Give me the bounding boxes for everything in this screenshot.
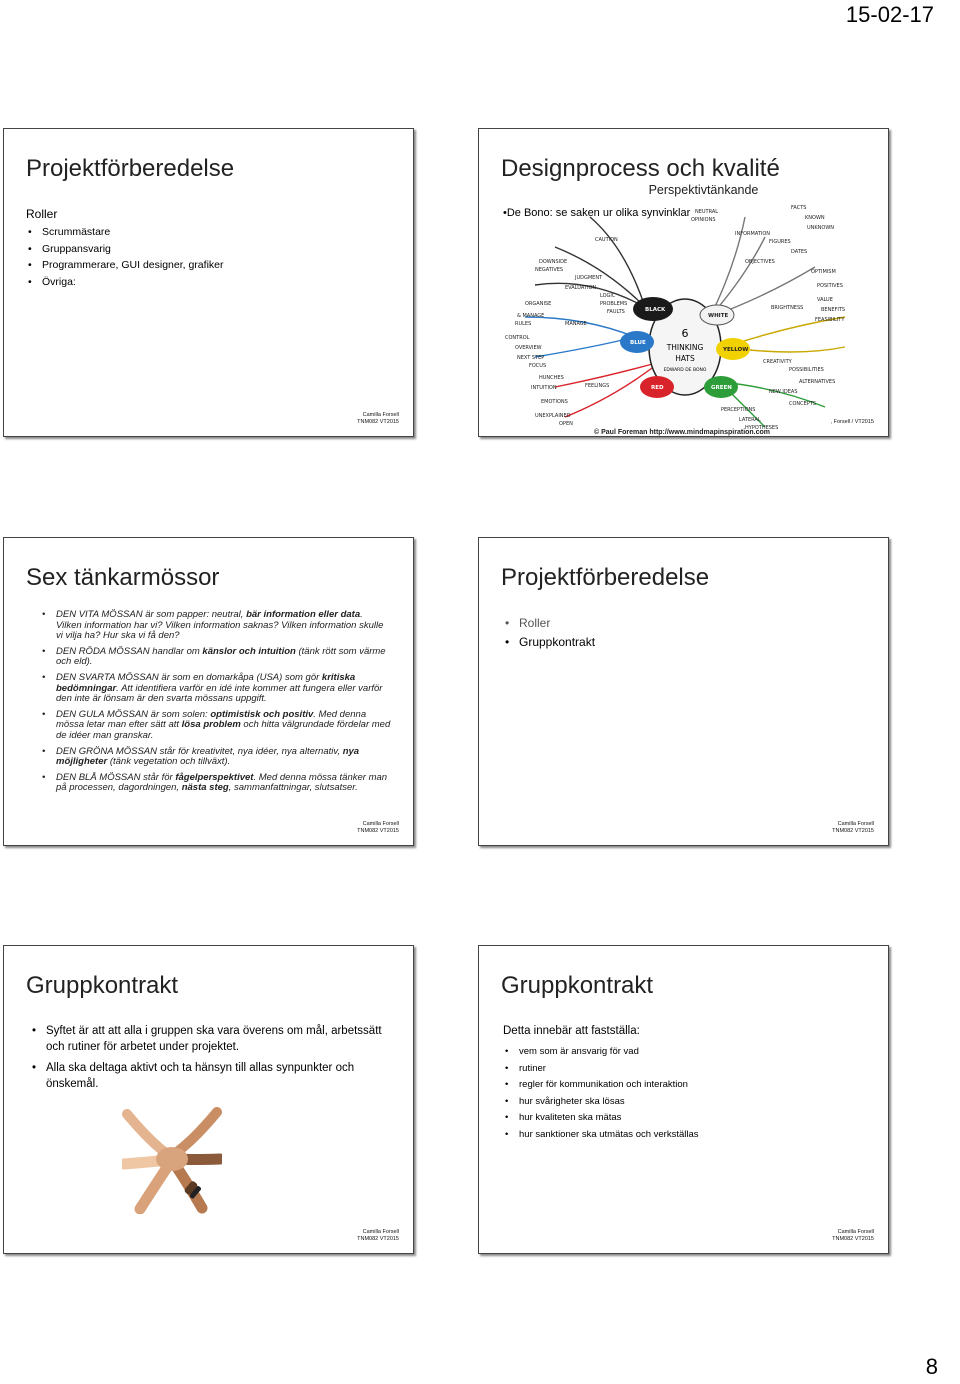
slide-footer: Camilla Forsell TNM082 VT2015 xyxy=(832,1229,874,1242)
svg-text:OPTIMISM: OPTIMISM xyxy=(811,269,836,275)
slide-footer: Camilla Forsell TNM082 VT2015 xyxy=(832,821,874,834)
svg-text:OVERVIEW: OVERVIEW xyxy=(515,345,542,351)
svg-text:WHITE: WHITE xyxy=(708,313,729,319)
svg-text:NEGATIVES: NEGATIVES xyxy=(535,267,564,273)
list-item: • hur kvaliteten ska mätas xyxy=(503,1110,699,1127)
svg-text:INFORMATION: INFORMATION xyxy=(735,231,771,237)
list-item: • DEN GULA MÖSSAN är som solen: optimistisk och positiv. Med denna mössa letar man efter sätt att lösa problem och hitta välgrundade fördelar med de idéer man granskar. xyxy=(40,710,391,742)
svg-text:EMOTIONS: EMOTIONS xyxy=(541,399,568,405)
list-item: • Roller xyxy=(503,614,595,633)
contract-items-list xyxy=(503,1044,699,1143)
svg-text:POSITIVES: POSITIVES xyxy=(817,283,843,289)
svg-text:FIGURES: FIGURES xyxy=(769,239,791,245)
svg-text:YELLOW: YELLOW xyxy=(723,347,749,353)
roles-heading: Roller xyxy=(26,207,58,221)
list-item: • DEN SVARTA MÖSSAN är som en domarkåpa (USA) som gör kritiska bedömningar. Att identifiera varför en idé inte kommer att fungera eller varför den inte är lönsam är den svarta mössans uppgift. xyxy=(40,673,391,705)
list-item: • DEN BLÅ MÖSSAN står för fågelperspektivet. Med denna mössa tänker man på processen, dagordningen, nästa steg, sammanfattningar, slutsatser. xyxy=(40,773,391,794)
slide-projektforberedelse-roles xyxy=(3,128,414,437)
image-credit: © Paul Foreman http://www.mindmapinspiration.com xyxy=(594,429,771,436)
svg-text:INTUITION: INTUITION xyxy=(531,385,557,391)
svg-text:RULES: RULES xyxy=(515,321,532,327)
svg-text:BENEFITS: BENEFITS xyxy=(821,307,846,313)
thinking-hats-mindmap xyxy=(495,197,875,429)
svg-text:HUNCHES: HUNCHES xyxy=(539,375,564,381)
svg-text:RED: RED xyxy=(651,385,664,391)
slide-gruppkontrakt-2 xyxy=(478,945,889,1254)
list-item: • regler för kommunikation och interaktion xyxy=(503,1077,699,1094)
svg-text:ORGANISE: ORGANISE xyxy=(525,301,552,307)
svg-text:NEUTRAL: NEUTRAL xyxy=(695,209,719,215)
svg-text:MANAGE: MANAGE xyxy=(565,321,587,327)
mindmap-center-label: THINKING xyxy=(666,343,704,352)
slide-title: Designprocess och kvalité xyxy=(501,155,780,182)
svg-text:BRIGHTNESS: BRIGHTNESS xyxy=(771,305,804,311)
list-item: • Gruppansvarig xyxy=(26,241,223,258)
page-number: 8 xyxy=(925,1354,938,1379)
roles-list xyxy=(26,224,223,290)
svg-text:UNEXPLAINED: UNEXPLAINED xyxy=(535,413,571,419)
svg-text:JUDGMENT: JUDGMENT xyxy=(575,275,603,281)
svg-text:PERCEPTIONS: PERCEPTIONS xyxy=(721,407,756,413)
mindmap-center-sub: EDWARD DE BONO xyxy=(663,368,707,373)
svg-text:CONTROL: CONTROL xyxy=(505,335,530,341)
svg-text:FAULTS: FAULTS xyxy=(607,309,625,315)
list-item: • Scrummästare xyxy=(26,224,223,241)
svg-text:EVALUATION: EVALUATION xyxy=(565,285,597,291)
stacked-hands-photo xyxy=(122,1104,222,1214)
svg-text:FEELINGS: FEELINGS xyxy=(585,383,610,389)
svg-text:FEASIBILITY: FEASIBILITY xyxy=(815,317,845,323)
slide-intro: Detta innebär att fastställa: xyxy=(503,1025,640,1037)
svg-text:DATES: DATES xyxy=(791,249,808,255)
svg-text:LATERAL: LATERAL xyxy=(739,417,761,423)
svg-text:NEW IDEAS: NEW IDEAS xyxy=(769,389,798,395)
list-item: • Alla ska deltaga aktivt och ta hänsyn till allas synpunkter och önskemål. xyxy=(30,1061,391,1092)
svg-text:KNOWN: KNOWN xyxy=(805,215,825,221)
list-item: • rutiner xyxy=(503,1061,699,1078)
list-item: • DEN GRÖNA MÖSSAN står för kreativitet, nya idéer, nya alternativ, nya möjligheter (tänk vegetation och tillväxt). xyxy=(40,747,391,768)
list-item: • Syftet är att att alla i gruppen ska vara överens om mål, arbetssätt och rutiner för arbetet under projektet. xyxy=(30,1024,391,1055)
svg-text:OBJECTIVES: OBJECTIVES xyxy=(745,259,775,265)
slide-subtitle: Perspektivtänkande xyxy=(648,183,759,197)
list-item: • DEN VITA MÖSSAN är som papper: neutral, bär information eller data. Vilken information har vi? Vilken information saknas? Vilken information skulle vi vilja ha? Hur ska vi få den? xyxy=(40,610,391,642)
slide-footer: Camilla Forsell TNM082 VT2015 xyxy=(357,821,399,834)
slide-gruppkontrakt-1 xyxy=(3,945,414,1254)
svg-text:HYPOTHESES: HYPOTHESES xyxy=(745,425,779,429)
svg-text:OPINIONS: OPINIONS xyxy=(691,217,716,223)
hats-list xyxy=(40,610,391,799)
slide-sex-tankarmossor xyxy=(3,537,414,846)
svg-text:VALUE: VALUE xyxy=(817,297,833,303)
slide-title: Projektförberedelse xyxy=(501,564,710,591)
list-item: • vem som är ansvarig för vad xyxy=(503,1044,699,1061)
svg-text:LOGIC: LOGIC xyxy=(600,293,616,299)
slide-footer: Camilla Forsell TNM082 VT2015 xyxy=(357,412,399,425)
svg-text:POSSIBILITIES: POSSIBILITIES xyxy=(789,367,824,373)
svg-text:PROBLEMS: PROBLEMS xyxy=(600,301,628,307)
bullet-line: •De Bono: se saken ur olika synvinklar xyxy=(503,207,691,219)
svg-text:& MANAGE: & MANAGE xyxy=(517,313,545,319)
list-item: • Gruppkontrakt xyxy=(503,633,595,652)
list-item: • hur sanktioner ska utmätas och verkställas xyxy=(503,1127,699,1144)
svg-text:FOCUS: FOCUS xyxy=(529,363,547,369)
svg-text:CAUTION: CAUTION xyxy=(595,237,618,243)
list-item: • DEN RÖDA MÖSSAN handlar om känslor och intuition (tänk rött som värme och eld). xyxy=(40,647,391,668)
page-date: 15-02-17 xyxy=(845,2,934,27)
slide-footer-partial: , Forsell / VT2015 xyxy=(830,419,874,425)
list-item: • hur svårigheter ska lösas xyxy=(503,1094,699,1111)
contract-list xyxy=(30,1024,391,1098)
svg-text:CREATIVITY: CREATIVITY xyxy=(763,359,792,365)
slide-title: Gruppkontrakt xyxy=(501,972,654,999)
svg-text:BLUE: BLUE xyxy=(630,340,646,346)
svg-text:BLACK: BLACK xyxy=(645,307,666,313)
svg-text:NEXT STEP: NEXT STEP xyxy=(517,355,545,361)
svg-text:ALTERNATIVES: ALTERNATIVES xyxy=(799,379,836,385)
mindmap-center-label: HATS xyxy=(675,354,695,363)
slide-projektforberedelse-2 xyxy=(478,537,889,846)
slide-title: Projektförberedelse xyxy=(26,155,235,182)
svg-text:GREEN: GREEN xyxy=(711,385,732,391)
svg-text:DOWNSIDE: DOWNSIDE xyxy=(539,259,568,265)
svg-text:FACTS: FACTS xyxy=(791,205,807,211)
slide-footer: Camilla Forsell TNM082 VT2015 xyxy=(357,1229,399,1242)
svg-text:UNKNOWN: UNKNOWN xyxy=(807,225,835,231)
mindmap-center-number: 6 xyxy=(681,327,689,340)
svg-text:OPEN: OPEN xyxy=(559,421,573,427)
svg-text:CONCEPTS: CONCEPTS xyxy=(789,401,817,407)
slide-title: Sex tänkarmössor xyxy=(26,564,220,591)
list-item: • Övriga: xyxy=(26,274,223,291)
topics-list xyxy=(503,614,595,652)
slide-designprocess xyxy=(478,128,889,437)
list-item: • Programmerare, GUI designer, grafiker xyxy=(26,257,223,274)
slide-title: Gruppkontrakt xyxy=(26,972,179,999)
